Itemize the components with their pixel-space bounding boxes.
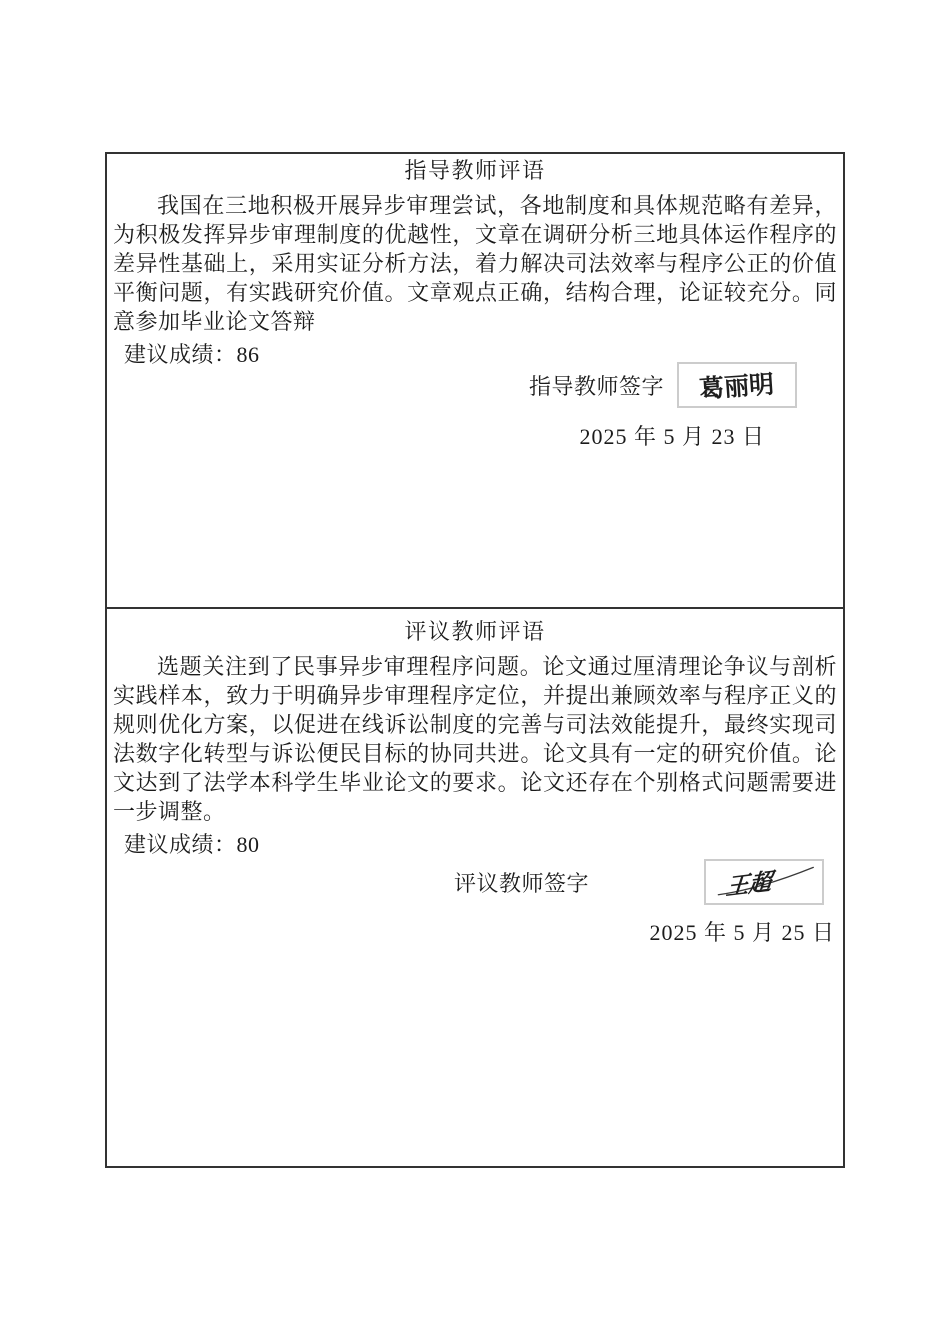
evaluation-form-table [105,152,845,1168]
reviewer-score-value: 80 [236,832,260,857]
advisor-signature-name: 葛丽明 [698,369,776,404]
advisor-score-label: 建议成绩： [124,342,237,367]
advisor-signature-label: 指导教师签字 [528,373,664,399]
advisor-section-title: 指导教师评语 [404,158,546,183]
reviewer-comment-text: 选题关注到了民事异步审理程序问题。论文通过厘清理论争议与剖析实践样本，致力于明确异步审理程序定位，并提出兼顾效率与程序正义的规则优化方案，以促进在线诉讼制度的完善与司法效能提升，最终实现司法数字化转型与诉讼便民目标的协同共进。论文具有一定的研究价值。论文达到了法学本科学生毕业论文的要求。论文还存在个别格式问题需要进一步调整。 [113,654,837,824]
advisor-score-value: 86 [236,342,260,367]
advisor-signature-box [677,362,797,408]
advisor-comment-section [107,154,843,609]
advisor-date: 2025 年 5 月 23 日 [579,424,765,449]
reviewer-date: 2025 年 5 月 25 日 [649,920,835,945]
reviewer-signature-box [704,859,824,905]
reviewer-score-line [124,830,843,859]
reviewer-signature-row [107,859,843,905]
reviewer-comment-section [107,609,843,1166]
reviewer-score-label: 建议成绩： [124,832,237,857]
advisor-comment-text: 我国在三地积极开展异步审理尝试，各地制度和具体规范略有差异，为积极发挥异步审理制度的优越性，文章在调研分析三地具体运作程序的差异性基础上，采用实证分析方法，着力解决司法效率与程序公正的价值平衡问题，有实践研究价值。文章观点正确，结构合理，论证较充分。同意参加毕业论文答辩 [113,193,837,334]
reviewer-section-title: 评议教师评语 [404,619,546,644]
reviewer-signature-label: 评议教师签字 [453,870,589,896]
reviewer-signature-name: 王超 [724,868,773,901]
